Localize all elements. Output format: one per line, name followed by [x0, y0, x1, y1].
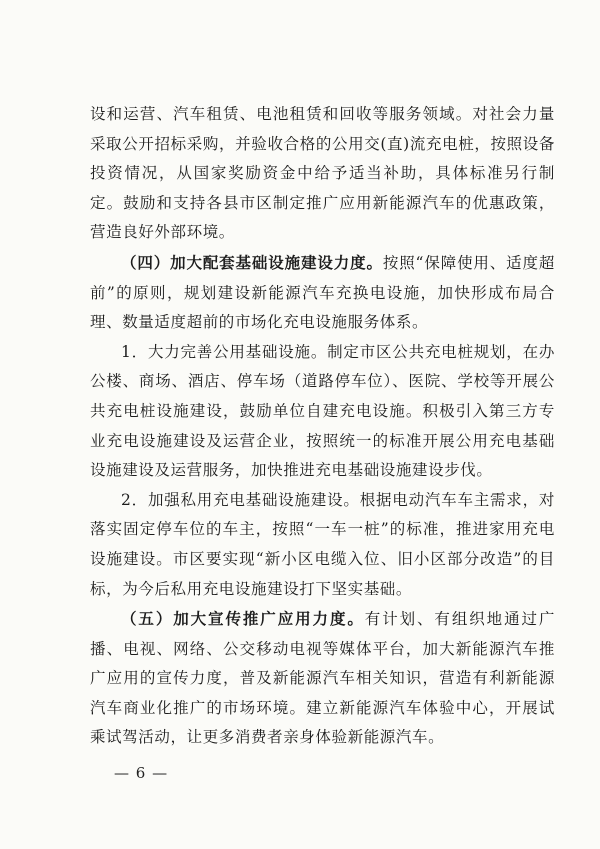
paragraph-item-2: [90, 486, 555, 604]
paragraph-text: 2．加强私用充电基础设施建设。根据电动汽车车主需求，对落实固定停车位的车主，按照“一车一桩”的标准，推进家用充电设施建设。市区要实现“新小区电缆入位、旧小区部分改造”的目标，为今后私用充电设施建设打下坚实基础。: [90, 490, 555, 598]
paragraph-item-1: [90, 338, 555, 486]
document-body: [90, 100, 555, 753]
paragraph-text: 1．大力完善公用基础设施。制定市区公共充电桩规划，在办公楼、商场、酒店、停车场（道路停车位）、医院、学校等开展公共充电桩设施建设，鼓励单位自建充电设施。积极引入第三方专业充电设施建设及运营企业，按照统一的标准开展公用充电基础设施建设及运营服务，加快推进充电基础设施建设步伐。: [90, 342, 555, 480]
paragraph-section-5: [90, 604, 555, 753]
paragraph-continuation: [90, 100, 555, 248]
section-4-heading: （四）加大配套基础设施建设力度。: [121, 252, 383, 272]
paragraph-text: 按照“保障使用、适度超前”的原则，规划建设新能源汽车充换电设施，加快形成布局合理、数量适度超前的市场化充电设施服务体系。: [90, 253, 555, 332]
page-number: — 6 —: [114, 764, 169, 782]
section-5-heading: （五）加大宣传推广应用力度。: [121, 609, 365, 629]
paragraph-text: 有计划、有组织地通过广播、电视、网络、公交移动电视等媒体平台，加大新能源汽车推广应用的宣传力度，普及新能源汽车相关知识，营造有利新能源汽车商业化推广的市场环境。建立新能源汽车体验中心，开展试乘试驾活动，让更多消费者亲身体验新能源汽车。: [90, 610, 556, 747]
paragraph-text: 设和运营、汽车租赁、电池租赁和回收等服务领域。对社会力量采取公开招标采购，并验收合格的公用交(直)流充电桩，按照设备投资情况，从国家奖励资金中给予适当补助，具体标准另行制定。鼓励和支持各县市区制定推广应用新能源汽车的优惠政策，营造良好外部环境。: [90, 105, 555, 242]
paragraph-section-4: [90, 248, 555, 338]
